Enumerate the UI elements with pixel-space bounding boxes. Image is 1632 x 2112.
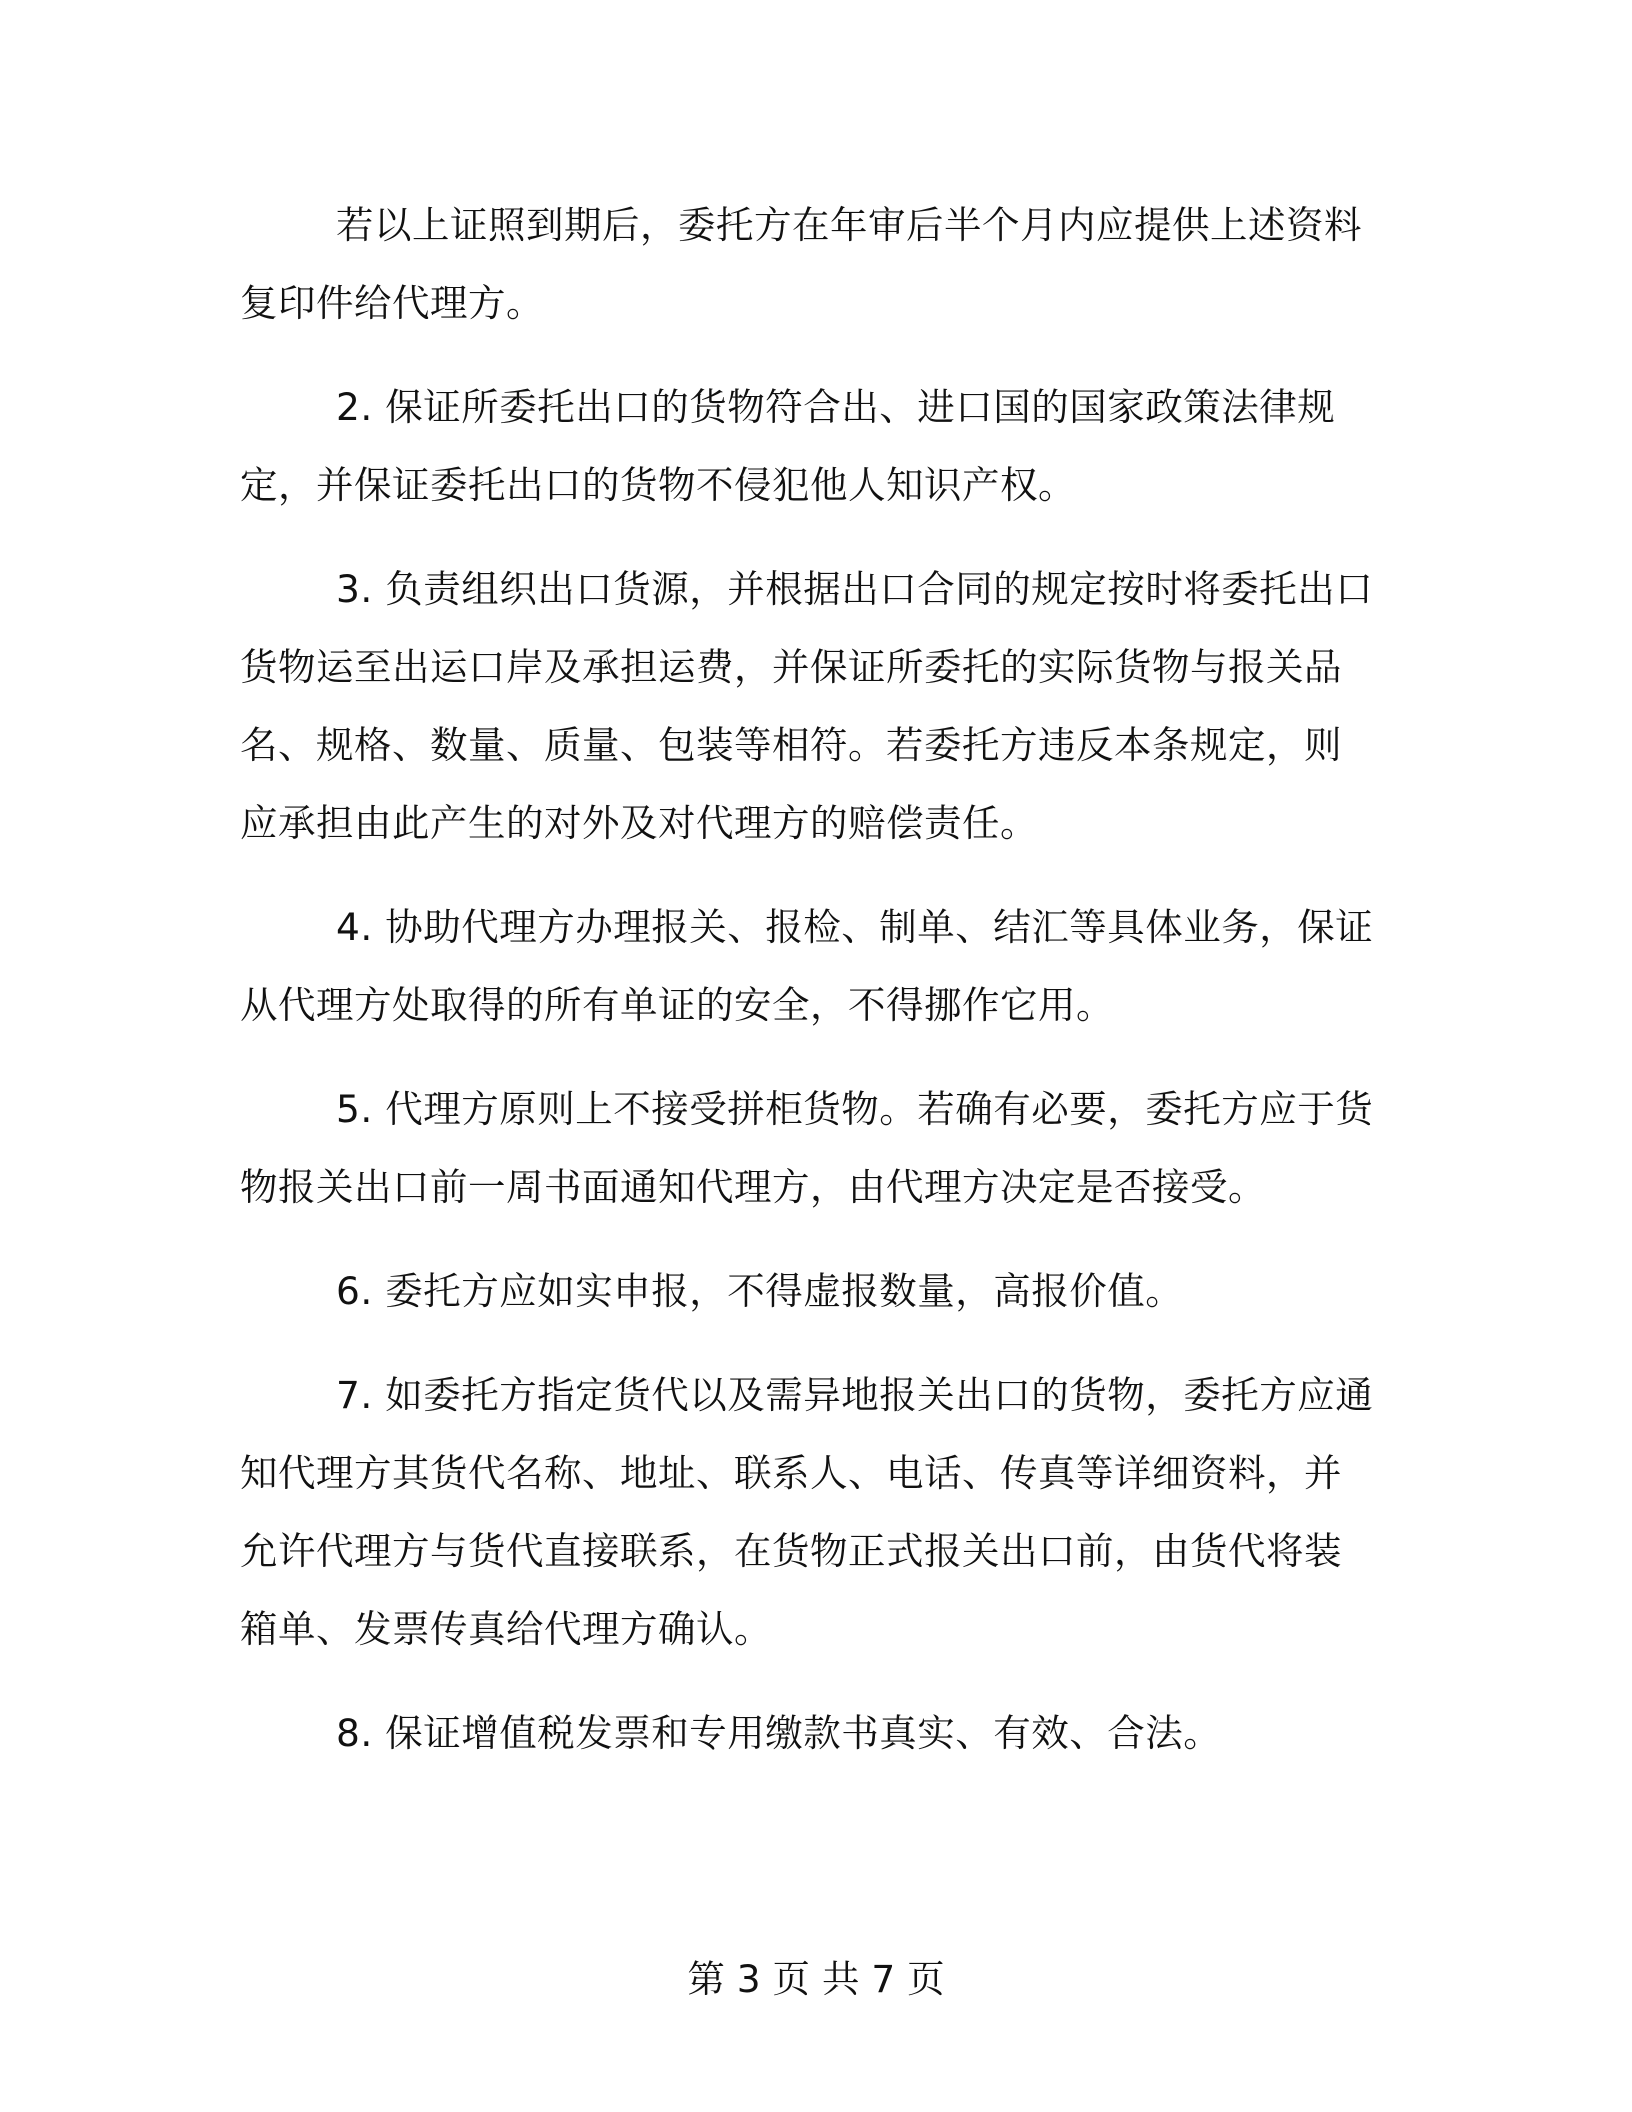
paragraph-item-5: 5. 代理方原则上不接受拼柜货物。若确有必要，委托方应于货物报关出口前一周书面通知代理方，由代理方决定是否接受。 (240, 1087, 1374, 1209)
paragraph-item-7: 7. 如委托方指定货代以及需异地报关出口的货物，委托方应通知代理方其货代名称、地址、联系人、电话、传真等详细资料，并允许代理方与货代直接联系，在货物正式报关出口前，由货代将装箱单、发票传真给代理方确认。 (240, 1373, 1374, 1651)
document-body (240, 186, 1376, 1798)
paragraph-continuation: 若以上证照到期后，委托方在年审后半个月内应提供上述资料复印件给代理方。 (240, 203, 1362, 325)
paragraph-item-4: 4. 协助代理方办理报关、报检、制单、结汇等具体业务，保证从代理方处取得的所有单证的安全，不得挪作它用。 (240, 905, 1374, 1027)
paragraph-item-6: 6. 委托方应如实申报，不得虚报数量，高报价值。 (336, 1269, 1184, 1313)
paragraph-item-8: 8. 保证增值税发票和专用缴款书真实、有效、合法。 (336, 1711, 1222, 1755)
paragraph-item-3: 3. 负责组织出口货源，并根据出口合同的规定按时将委托出口货物运至出运口岸及承担运费，并保证所委托的实际货物与报关品名、规格、数量、质量、包装等相符。若委托方违反本条规定，则应承担由此产生的对外及对代理方的赔偿责任。 (240, 567, 1374, 845)
page-number-footer: 第 3 页 共 7 页 (687, 1957, 945, 2001)
paragraph-item-2: 2. 保证所委托出口的货物符合出、进口国的国家政策法律规定，并保证委托出口的货物不侵犯他人知识产权。 (240, 385, 1336, 507)
